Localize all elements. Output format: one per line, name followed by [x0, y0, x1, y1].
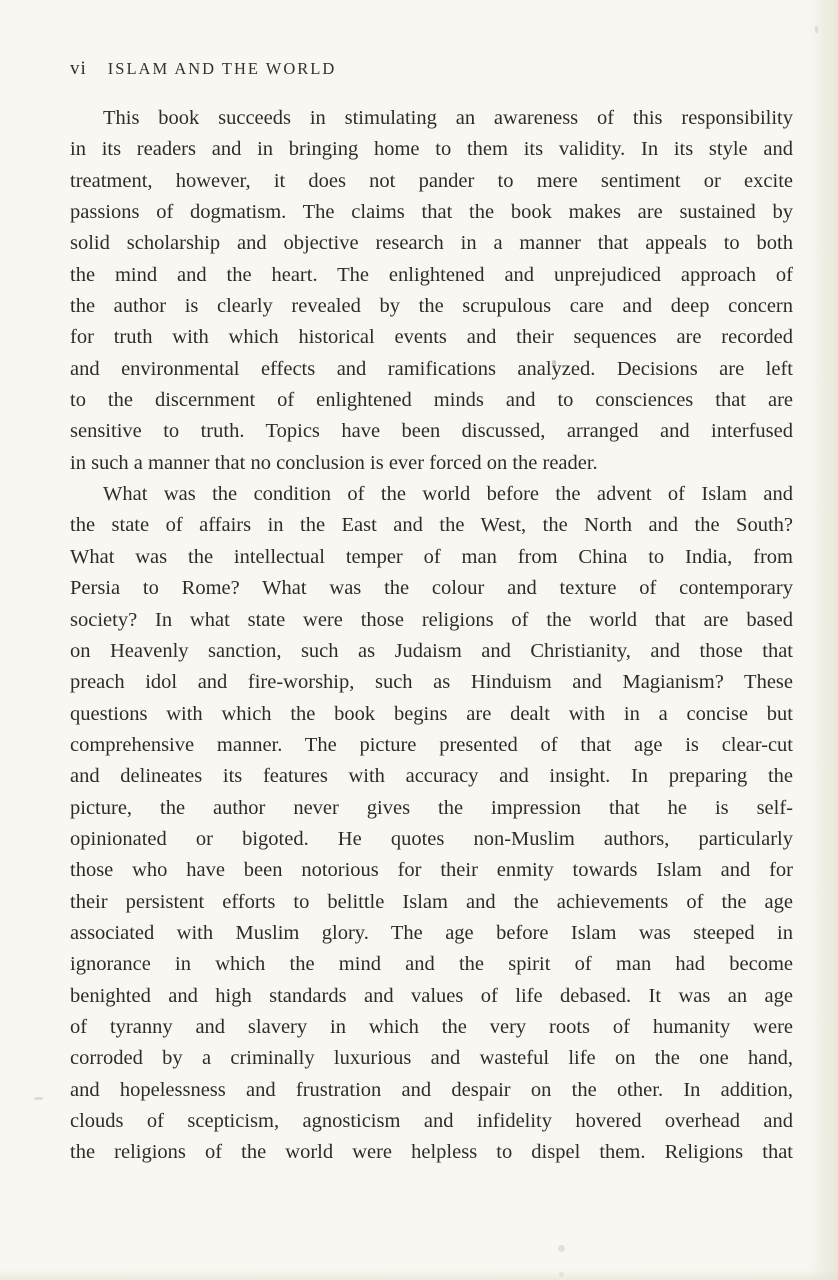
- page-edge-shadow: [808, 0, 838, 1280]
- scan-speck: [558, 1245, 565, 1252]
- text-line: in such a manner that no conclusion is ever forced on the reader.: [70, 451, 598, 474]
- text-line: sensitive to truth. Topics have been discussed, arranged and interfused: [70, 420, 793, 443]
- text-line: associated with Muslim glory. The age before Islam was steeped in: [70, 921, 793, 944]
- text-line: What was the condition of the world before the advent of Islam and: [103, 483, 793, 506]
- text-line: their persistent efforts to belittle Islam and the achievements of the age: [70, 890, 793, 913]
- text-line: in its readers and in bringing home to them its validity. In its style and: [70, 138, 793, 161]
- text-line: corroded by a criminally luxurious and wasteful life on the one hand,: [70, 1047, 793, 1070]
- scan-speck: [559, 1272, 564, 1277]
- text-line: picture, the author never gives the impression that he is self-: [70, 796, 793, 819]
- text-line: questions with which the book begins are dealt with in a concise but: [70, 702, 793, 725]
- running-head: ISLAM AND THE WORLD: [107, 59, 337, 78]
- text-line: on Heavenly sanction, such as Judaism and Christianity, and those that: [70, 639, 793, 662]
- text-line: the religions of the world were helpless to dispel them. Religions that: [70, 1141, 793, 1164]
- page-number: vi: [70, 58, 87, 79]
- text-line: benighted and high standards and values of life debased. It was an age: [70, 984, 793, 1007]
- text-line: society? In what state were those religions of the world that are based: [70, 608, 793, 631]
- text-line: treatment, however, it does not pander to mere sentiment or excite: [70, 169, 793, 192]
- text-line: opinionated or bigoted. He quotes non-Muslim authors, particularly: [70, 827, 793, 850]
- text-line: preach idol and fire-worship, such as Hinduism and Magianism? These: [70, 671, 793, 694]
- text-line: those who have been notorious for their enmity towards Islam and for: [70, 859, 793, 882]
- text-line: Persia to Rome? What was the colour and texture of contemporary: [70, 577, 793, 600]
- text-line: to the discernment of enlightened minds and to consciences that are: [70, 389, 793, 412]
- text-block: [70, 103, 793, 1169]
- text-line: clouds of scepticism, agnosticism and infidelity hovered overhead and: [70, 1110, 793, 1132]
- text-line: solid scholarship and objective research in a manner that appeals to both: [70, 232, 793, 255]
- text-line: the author is clearly revealed by the scrupulous care and deep concern: [70, 295, 793, 318]
- text-line: passions of dogmatism. The claims that the book makes are sustained by: [70, 201, 793, 224]
- text-line: comprehensive manner. The picture presented of that age is clear-cut: [70, 733, 793, 756]
- page-header: [70, 58, 336, 80]
- text-line: ignorance in which the mind and the spirit of man had become: [70, 953, 793, 976]
- scan-speck: [34, 1097, 43, 1100]
- page-bottom-shadow: [0, 1270, 838, 1280]
- text-line: and environmental effects and ramifications analyzed. Decisions are left: [70, 357, 793, 380]
- paragraph: [70, 479, 793, 1169]
- text-line: the state of affairs in the East and the West, the North and the South?: [70, 514, 793, 537]
- text-line: What was the intellectual temper of man from China to India, from: [70, 545, 793, 568]
- text-line: and hopelessness and frustration and despair on the other. In addition,: [70, 1078, 793, 1101]
- text-line: This book succeeds in stimulating an awareness of this responsibility: [103, 107, 793, 129]
- paragraph: [70, 103, 793, 479]
- text-line: for truth with which historical events and their sequences are recorded: [70, 326, 793, 349]
- text-line: and delineates its features with accuracy and insight. In preparing the: [70, 765, 793, 788]
- scan-speck: [815, 26, 818, 33]
- text-line: the mind and the heart. The enlightened and unprejudiced approach of: [70, 263, 793, 286]
- text-line: of tyranny and slavery in which the very roots of humanity were: [70, 1015, 793, 1038]
